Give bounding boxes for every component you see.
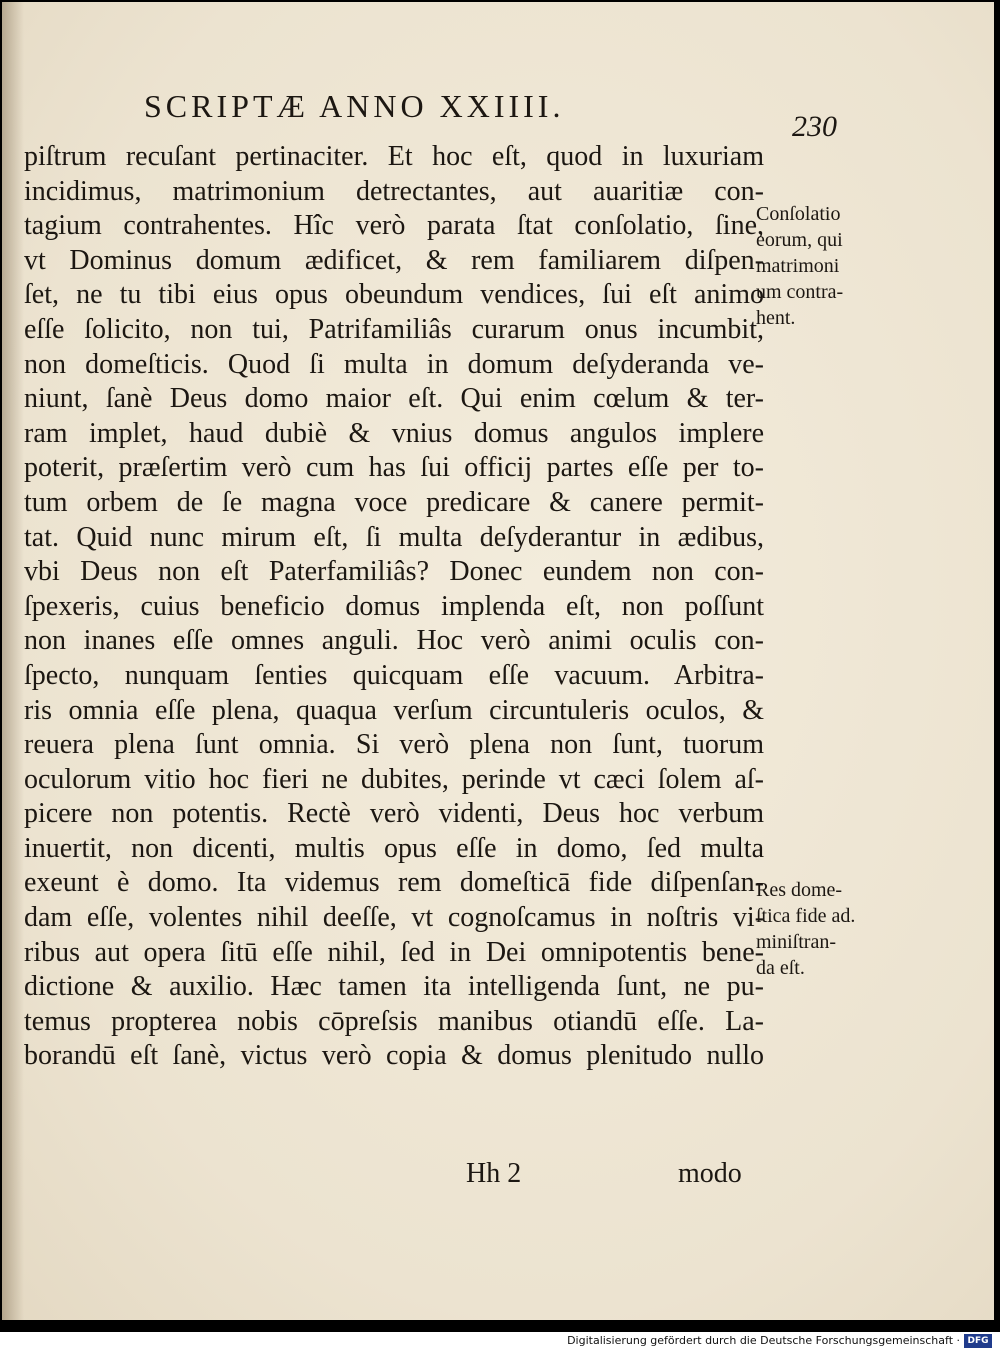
text-line: ſpecto, nunquam ſenties quicquam eſſe vacuum. Arbitra- <box>24 659 764 691</box>
text-line: oculorum vitio hoc fieri ne dubites, perinde vt cæci ſolem aſ- <box>24 763 764 795</box>
text-line: borandū eſt ſanè, victus verò copia & domus plenitudo nullo <box>24 1040 764 1072</box>
marginal-note-line: ſtica fide ad. <box>756 905 856 927</box>
book-page <box>2 2 994 1320</box>
text-line: temus propterea nobis cōpreſsis manibus otiandū eſſe. La- <box>24 1005 764 1037</box>
marginal-note-line: Conſolatio <box>756 203 841 225</box>
text-line: tat. Quid nunc mirum eſt, ſi multa deſyderantur in ædibus, <box>24 521 764 553</box>
text-line: vt Dominus domum ædificet, & rem familiarem diſpen- <box>24 244 764 276</box>
text-line: ſpexeris, cuius beneficio domus implenda eſt, non poſſunt <box>24 590 764 622</box>
marginal-note-line: da eſt. <box>756 957 805 979</box>
text-line: non domeſticis. Quod ſi multa in domum deſyderanda ve- <box>24 348 764 380</box>
signature-mark: Hh 2 <box>466 1158 522 1189</box>
text-line: inuertit, non dicenti, multis opus eſſe in domo, ſed multa <box>24 832 764 864</box>
text-line: ſet, ne tu tibi eius opus obeundum vendices, ſui eſt animo <box>24 279 764 311</box>
text-line: dam eſſe, volentes nihil deeſſe, vt cognoſcamus in noſtris vi- <box>24 902 764 934</box>
marginal-note-line: matrimoni <box>756 255 840 277</box>
text-line: tagium contrahentes. Hîc verò parata ſtat conſolatio, ſine, <box>24 210 764 242</box>
marginal-note-line: Res dome- <box>756 879 843 901</box>
marginal-note-line: eorum, qui <box>756 229 843 251</box>
catchword: modo <box>678 1158 742 1189</box>
text-line: ram implet, haud dubiè & vnius domus angulos implere <box>24 417 764 449</box>
marginal-note-res-domestica <box>756 877 876 981</box>
text-line: exeunt è domo. Ita videmus rem domeſticā fide diſpenſan- <box>24 867 764 899</box>
marginal-note-consolatio <box>756 201 876 331</box>
text-line: eſſe ſolicito, non tui, Patrifamiliâs curarum onus incumbit, <box>24 313 764 345</box>
text-line: incidimus, matrimonium detrectantes, aut auaritiæ con- <box>24 175 764 207</box>
dfg-logo-icon: DFG <box>964 1334 992 1348</box>
text-line: ribus aut opera ſitū eſſe nihil, ſed in Dei omnipotentis bene- <box>24 936 764 968</box>
spine-shadow <box>2 2 24 1320</box>
marginal-note-line: miniſtran- <box>756 931 836 953</box>
text-line: reuera plena ſunt omnia. Si verò plena non ſunt, tuorum <box>24 729 764 761</box>
text-line: piſtrum recuſant pertinaciter. Et hoc eſt, quod in luxuriam <box>24 141 764 172</box>
running-head: SCRIPTÆ ANNO XXIIII. <box>144 88 565 124</box>
digitization-credit: Digitalisierung gefördert durch die Deutsche Forschungsgemeinschaft · <box>567 1334 960 1347</box>
text-line: dictione & auxilio. Hæc tamen ita intelligenda ſunt, ne pu- <box>24 971 764 1003</box>
text-line: tum orbem de ſe magna voce predicare & canere permit- <box>24 486 764 518</box>
body-text <box>24 140 764 1074</box>
page-number: 230 <box>792 110 837 143</box>
text-line: picere non potentis. Rectè verò videnti, Deus hoc verbum <box>24 798 764 830</box>
text-line: non inanes eſſe omnes anguli. Hoc verò animi oculis con- <box>24 625 764 657</box>
marginal-note-line: um contra- <box>756 281 844 303</box>
text-line: ris omnia eſſe plena, quaqua verſum circuntuleris oculos, & <box>24 694 764 726</box>
text-line: poterit, præſertim verò cum has ſui officij partes eſſe per to- <box>24 452 764 484</box>
marginal-note-line: hent. <box>756 307 796 329</box>
text-line: niunt, ſanè Deus domo maior eſt. Qui enim cœlum & ter- <box>24 383 764 415</box>
text-line: vbi Deus non eſt Paterfamiliâs? Donec eundem non con- <box>24 556 764 588</box>
